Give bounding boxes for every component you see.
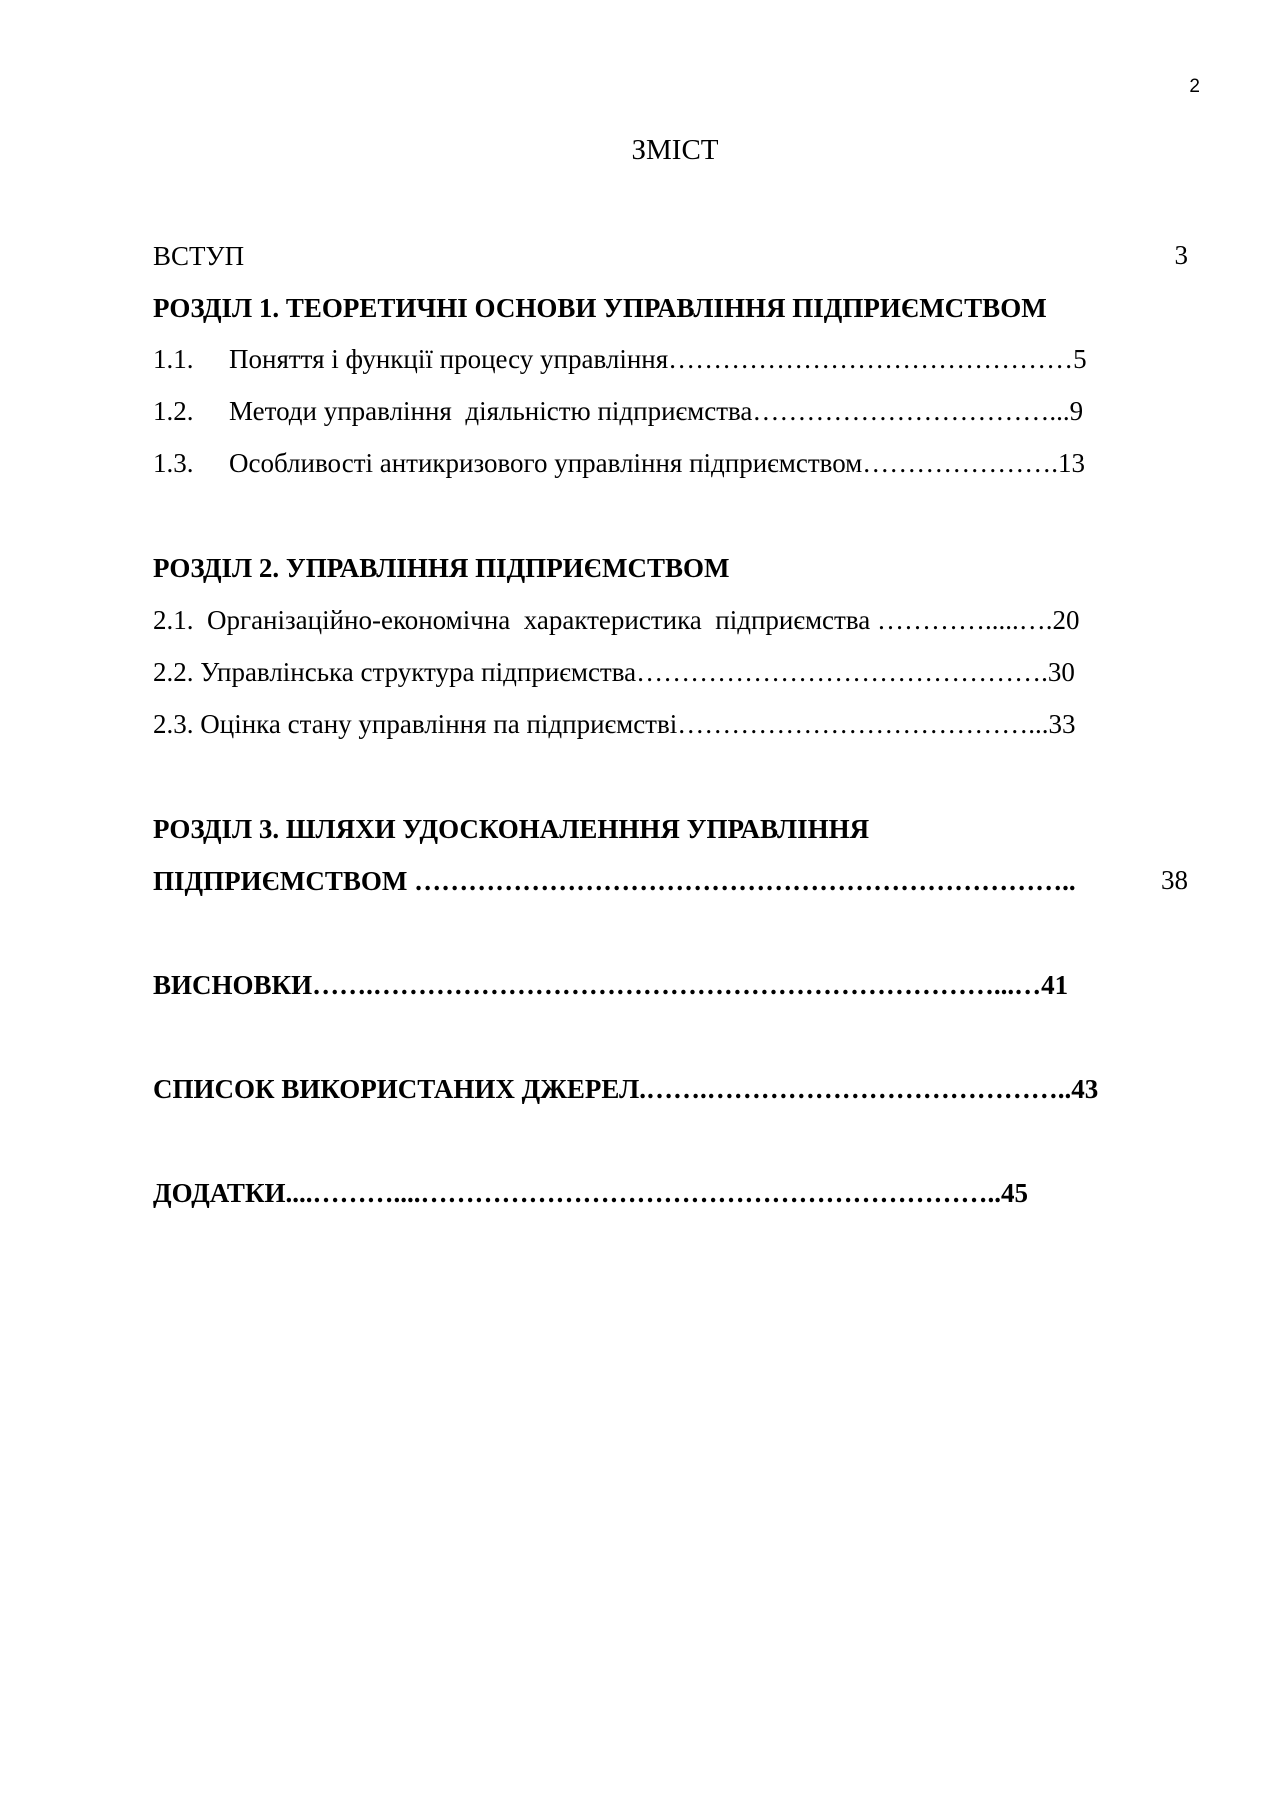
toc-section1-heading: РОЗДІЛ 1. ТЕОРЕТИЧНІ ОСНОВИ УПРАВЛІННЯ ПІДПРИЄМСТВОМ xyxy=(153,293,1047,323)
toc-section2-heading: РОЗДІЛ 2. УПРАВЛІННЯ ПІДПРИЄМСТВОМ xyxy=(153,553,730,583)
toc-item-text: Методи управління діяльністю підприємства……………………………...9 xyxy=(229,396,1084,426)
toc-appendices: ДОДАТКИ....………....………………………………………………………..45 xyxy=(153,1178,1029,1208)
toc-item-1-2 xyxy=(153,395,1083,427)
toc-item-2-2: 2.2. Управлінська структура підприємства……………………………………….30 xyxy=(153,657,1075,687)
toc-section3-heading-cont: ПІДПРИЄМСТВОМ ……………………………………………………………….. xyxy=(153,866,1076,896)
toc-item-text: Поняття і функції процесу управління………………………………………5 xyxy=(229,344,1087,374)
page-number: 2 xyxy=(1189,76,1200,97)
toc-item-2-1: 2.1. Організаційно-економічна характеристика підприємства ………….....….20 xyxy=(153,605,1080,635)
toc-section3-heading: РОЗДІЛ 3. ШЛЯХИ УДОСКОНАЛЕНННЯ УПРАВЛІННЯ xyxy=(153,814,870,844)
toc-item-1-1 xyxy=(153,343,1087,375)
toc-item-number: 1.2. xyxy=(153,396,194,426)
page-title: ЗМІСТ xyxy=(631,134,719,166)
toc-item-number: 1.1. xyxy=(153,344,194,374)
toc-item-text: Особливості антикризового управління підприємством………………….13 xyxy=(229,448,1086,478)
toc-item-2-3: 2.3. Оцінка стану управління па підприємстві…………………………………...33 xyxy=(153,709,1076,739)
toc-conclusions: ВИСНОВКИ…….……………………………………………………………...…41 xyxy=(153,970,1069,1000)
toc-item-1-3 xyxy=(153,447,1085,479)
toc-intro-label: ВСТУП xyxy=(153,241,245,271)
toc-item-number: 1.3. xyxy=(153,448,194,478)
toc-intro-page: 3 xyxy=(1174,240,1188,270)
toc-references: СПИСОК ВИКОРИСТАНИХ ДЖЕРЕЛ.…….…………………………………..43 xyxy=(153,1074,1099,1104)
toc-section3-page: 38 xyxy=(1161,865,1188,895)
